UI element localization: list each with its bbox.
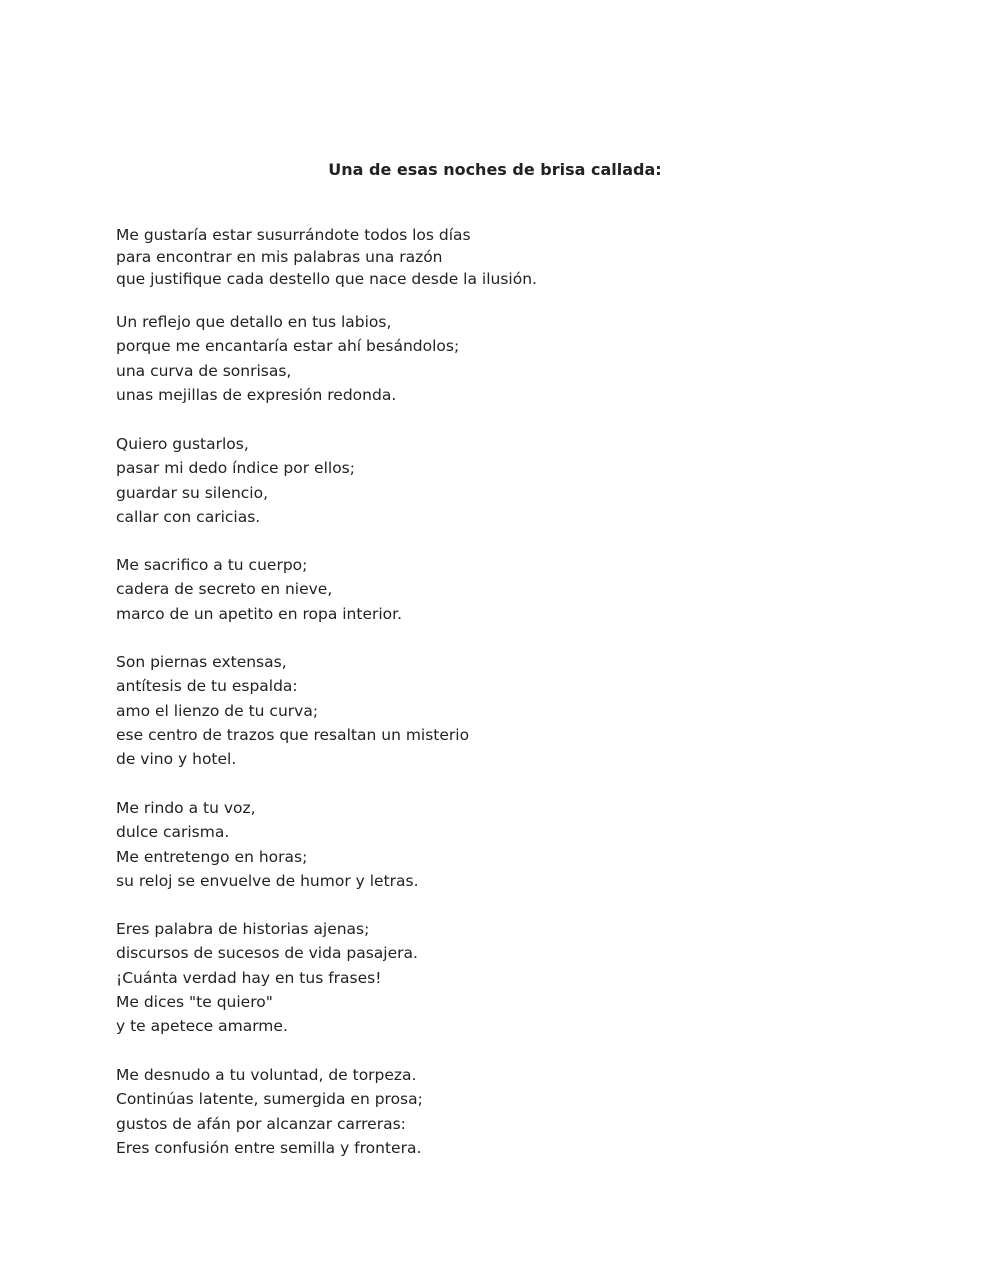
poem-line: pasar mi dedo índice por ellos; <box>116 459 355 478</box>
poem-line: amo el lienzo de tu curva; <box>116 701 319 720</box>
stanza <box>116 796 419 893</box>
stanza <box>116 553 402 626</box>
poem-line: Me rindo a tu voz, <box>116 799 256 817</box>
poem-line: su reloj se envuelve de humor y letras. <box>116 871 419 890</box>
poem-line: Continúas latente, sumergida en prosa; <box>116 1090 423 1109</box>
poem-line: y te apetece amarme. <box>116 1017 288 1036</box>
poem-line: para encontrar en mis palabras una razón <box>116 248 443 266</box>
poem-line: antítesis de tu espalda: <box>116 677 298 696</box>
poem-line: Eres palabra de historias ajenas; <box>116 920 370 938</box>
poem-line: Un reflejo que detallo en tus labios, <box>116 313 392 331</box>
poem-line: callar con caricias. <box>116 507 261 526</box>
poem-line: cadera de secreto en nieve, <box>116 580 333 599</box>
poem-title: Una de esas noches de brisa callada: <box>328 160 662 179</box>
poem-line: de vino y hotel. <box>116 750 237 769</box>
stanza <box>116 1063 423 1160</box>
poem-line: Me desnudo a tu voluntad, de torpeza. <box>116 1066 417 1084</box>
poem-line: Eres confusión entre semilla y frontera. <box>116 1138 422 1157</box>
poem-line: Me entretengo en horas; <box>116 847 308 866</box>
poem-line: Quiero gustarlos, <box>116 435 249 453</box>
poem-line: Son piernas extensas, <box>116 653 287 671</box>
poem-line: marco de un apetito en ropa interior. <box>116 604 403 623</box>
poem-line: Me sacrifico a tu cuerpo; <box>116 556 308 574</box>
poem-line: porque me encantaría estar ahí besándolos; <box>116 337 460 356</box>
poem-line: guardar su silencio, <box>116 483 269 502</box>
poem-line: Me gustaría estar susurrándote todos los días <box>116 226 471 244</box>
stanza <box>116 650 469 771</box>
stanza <box>116 310 459 407</box>
stanza <box>116 432 355 529</box>
poem-line: dulce carisma. <box>116 823 230 842</box>
poem-line: gustos de afán por alcanzar carreras: <box>116 1114 406 1133</box>
poem-line: una curva de sonrisas, <box>116 361 292 380</box>
poem-line: que justifique cada destello que nace desde la ilusión. <box>116 270 537 288</box>
poem-line: ese centro de trazos que resaltan un misterio <box>116 725 470 744</box>
poem-line: unas mejillas de expresión redonda. <box>116 385 397 404</box>
stanza <box>116 224 537 290</box>
poem-line: discursos de sucesos de vida pasajera. <box>116 944 418 963</box>
poem-line: ¡Cuánta verdad hay en tus frases! <box>116 968 382 987</box>
poem-line: Me dices "te quiero" <box>116 992 273 1011</box>
stanza <box>116 917 418 1038</box>
